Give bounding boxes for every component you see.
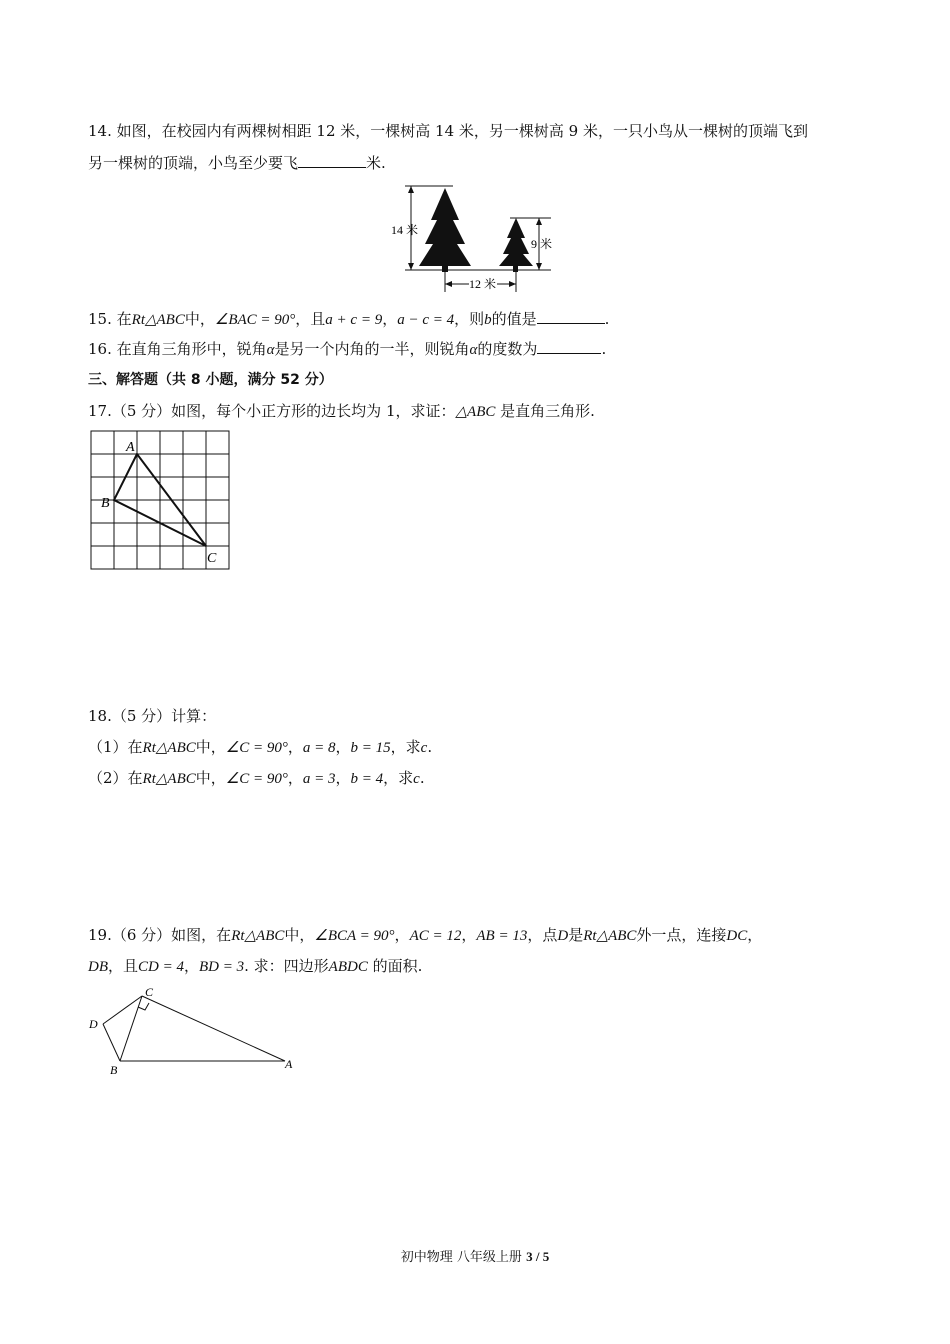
label-B: B xyxy=(101,496,110,511)
q14-trees-figure xyxy=(385,182,565,294)
q18-sub2-ask: ，求 xyxy=(383,769,414,787)
q15-end: . xyxy=(604,310,610,328)
q18-sub2-text: （2）在 xyxy=(88,769,143,787)
q18-sub1-text: （1）在 xyxy=(88,738,143,756)
q19-ab: AB = 13 xyxy=(476,928,528,944)
q16-text: 是另一个内角的一半，则锐角 xyxy=(274,340,470,358)
q17-text: 如图，每个小正方形的边长均为 1，求证： xyxy=(171,402,456,420)
q19-text: 如图，在 xyxy=(171,926,232,944)
q14-line1 xyxy=(88,121,808,141)
q16-text: 的度数为 xyxy=(477,340,538,358)
q15-var-b: b xyxy=(484,312,492,328)
q15-text: ，且 xyxy=(295,310,326,328)
label-C: C xyxy=(207,551,217,566)
q19-angle: ∠BCA = 90° xyxy=(314,928,395,944)
q19-db: DB xyxy=(88,959,108,975)
q19-dc: DC xyxy=(726,928,748,944)
q14-number: 14. xyxy=(88,122,112,140)
q18-sub2-end: . xyxy=(419,769,425,787)
q18-sub2-c: c xyxy=(413,771,420,787)
q16-alpha: α xyxy=(266,342,275,358)
section-title: 三、解答题（共 8 小题，满分 52 分） xyxy=(88,372,333,388)
q17-triangle: △ABC xyxy=(455,404,496,420)
q18-score: （5 分） xyxy=(111,707,172,725)
q15-eq2: a − c = 4 xyxy=(397,312,455,328)
short-tree-icon xyxy=(499,218,533,272)
q18-sub2-text: 中， xyxy=(195,769,226,787)
q18 xyxy=(88,706,216,726)
page-footer xyxy=(0,1248,950,1267)
q18-sub1-text: 中， xyxy=(195,738,226,756)
q19-score: （6 分） xyxy=(111,926,172,944)
q15-text: 中， xyxy=(184,310,215,328)
q19-text: 的面积. xyxy=(372,957,423,975)
q19-quadrilateral-figure xyxy=(85,982,305,1080)
q17-text: 是直角三角形. xyxy=(500,402,595,420)
q15-triangle: Rt△ABC xyxy=(131,312,185,328)
label-D: D xyxy=(89,1017,98,1031)
q18-sub1-triangle: Rt△ABC xyxy=(142,740,196,756)
q19-text: 中， xyxy=(284,926,315,944)
answer-blank[interactable] xyxy=(537,309,605,324)
label-B: B xyxy=(110,1063,118,1077)
tall-tree-icon xyxy=(419,188,471,272)
q19-comma: ， xyxy=(747,926,763,944)
q15-angle: ∠BAC = 90° xyxy=(214,312,296,328)
q14-text: 如图，在校园内有两棵树相距 12 米，一棵树高 14 米，另一棵树高 9 米，一只小鸟从一棵树的顶端飞到 xyxy=(116,122,808,140)
q16-end: . xyxy=(601,340,607,358)
label-A: A xyxy=(285,1057,293,1071)
q18-sub1-ask: ，求 xyxy=(390,738,421,756)
label-C: C xyxy=(145,985,154,999)
q15-text: 在 xyxy=(116,310,132,328)
answer-blank[interactable] xyxy=(298,153,366,168)
q14-text-2: 另一棵树的顶端，小鸟至少要飞 xyxy=(88,154,299,172)
q19-triangle: Rt△ABC xyxy=(231,928,285,944)
q15-text: 的值是 xyxy=(491,310,537,328)
q15-sep: ， xyxy=(382,310,398,328)
q19-triangle: Rt△ABC xyxy=(583,928,637,944)
q17-score: （5 分） xyxy=(111,402,172,420)
footer-text: 初中物理 八年级上册 xyxy=(400,1250,522,1265)
label-12m: 12 米 xyxy=(469,277,497,291)
q19-bd: BD = 3 xyxy=(199,959,245,975)
q18-sub2-b: b = 4 xyxy=(350,771,384,787)
q15-eq1: a + c = 9 xyxy=(325,312,383,328)
label-9m: 9 米 xyxy=(531,237,553,251)
q19-cd: CD = 4 xyxy=(138,959,184,975)
q18-sub1-b: b = 15 xyxy=(350,740,391,756)
q18-sub2-triangle: Rt△ABC xyxy=(142,771,196,787)
q15-text: ，则 xyxy=(454,310,485,328)
q16-number: 16. xyxy=(88,340,112,358)
label-A: A xyxy=(126,440,135,455)
q19-text: 是 xyxy=(568,926,584,944)
q19-line2: DB，且CD = 4，BD = 3. 求：四边形ABDC 的面积. xyxy=(88,957,423,975)
q18-sub1-a: a = 8 xyxy=(302,740,336,756)
q19-text: ，且 xyxy=(108,957,139,975)
q15-number: 15. xyxy=(88,310,112,328)
q18-sub2: （2）在Rt△ABC中，∠C = 90°，a = 3，b = 4，求c. xyxy=(88,769,425,787)
q15 xyxy=(88,309,609,330)
q18-sub1: （1）在Rt△ABC中，∠C = 90°，a = 8，b = 15，求c. xyxy=(88,738,433,756)
q19-number: 19. xyxy=(88,926,112,944)
q16-alpha: α xyxy=(469,342,478,358)
q19-text: . 求：四边形 xyxy=(244,957,329,975)
q19-d: D xyxy=(557,928,569,944)
q19-line1: 19.（6 分）如图，在Rt△ABC中，∠BCA = 90°，AC = 12，AB = 13，点D是Rt△ABC外一点，连接DC， xyxy=(88,926,763,944)
q17-grid-figure xyxy=(88,428,234,574)
q17-number: 17. xyxy=(88,402,112,420)
q18-sub2-a: a = 3 xyxy=(302,771,336,787)
q19-text: 外一点，连接 xyxy=(636,926,727,944)
page-number: 3 / 5 xyxy=(526,1249,550,1264)
q18-sub1-c: c xyxy=(420,740,428,756)
q18-sub1-angle: ∠C = 90° xyxy=(225,740,288,756)
q18-sub1-end: . xyxy=(427,738,433,756)
answer-blank[interactable] xyxy=(537,339,601,354)
q18-text: 计算： xyxy=(171,707,217,725)
q18-sub2-angle: ∠C = 90° xyxy=(225,771,288,787)
q17 xyxy=(88,401,595,422)
q14-line2 xyxy=(88,153,386,173)
q19-ac: AC = 12 xyxy=(409,928,462,944)
q19-text: ，点 xyxy=(527,926,558,944)
q18-number: 18. xyxy=(88,707,112,725)
q19-abdc: ABDC xyxy=(328,959,368,975)
q16-text: 在直角三角形中，锐角 xyxy=(116,340,267,358)
q14-unit: 米. xyxy=(366,154,386,172)
q16 xyxy=(88,339,606,360)
label-14m: 14 米 xyxy=(391,223,419,237)
grid xyxy=(91,431,229,569)
